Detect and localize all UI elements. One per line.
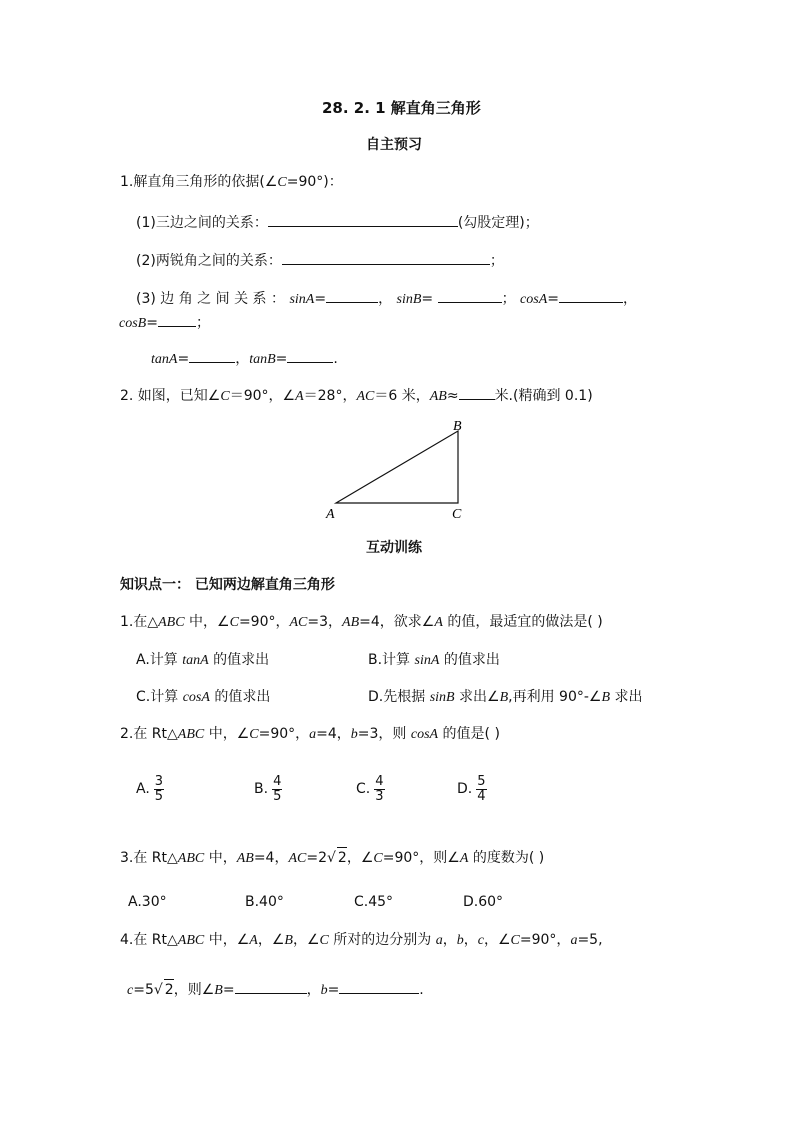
answer-blank[interactable] [282, 249, 490, 265]
practice-q2-option-a[interactable]: A. $\frac{3}{5}$ [136, 773, 164, 804]
section-heading-practice: 互动训练 [366, 540, 422, 556]
preview-q1-stem: 1.解直角三角形的依据(∠C=90°)： [120, 174, 343, 190]
section-heading-preview: 自主预习 [366, 137, 422, 153]
practice-q3-option-b[interactable]: B.40° [245, 894, 284, 910]
practice-q1-stem: 1.在△ABC 中，∠C=90°，AC=3，AB=4，欲求∠A 的值，最适宜的做法是( ) [120, 614, 603, 630]
knowledge-point-1: 知识点一： 已知两边解直角三角形 [120, 577, 335, 593]
answer-blank[interactable] [158, 311, 196, 327]
preview-q1-line1: (1)三边之间的关系： (勾股定理)； [136, 211, 539, 233]
vertex-label-c: C [452, 507, 462, 522]
practice-q3-option-c[interactable]: C.45° [354, 894, 394, 910]
fraction: $\frac{4}{5}$ [273, 773, 282, 804]
practice-q4-stem: 4.在 Rt△ABC 中，∠A，∠B，∠C 所对的边分别为 a，b，c，∠C=90°，a=5, [120, 932, 603, 948]
fraction: $\frac{5}{4}$ [477, 773, 486, 804]
preview-q1-line4: tanA= ，tanB= . [151, 347, 338, 370]
practice-q2-option-c[interactable]: C. $\frac{4}{3}$ [356, 773, 384, 804]
practice-q2-stem: 2.在 Rt△ABC 中，∠C=90°，a=4，b=3，则 cosA 的值是( ) [120, 726, 500, 742]
vertex-label-a: A [326, 507, 335, 522]
practice-q3-stem: 3.在 Rt△ABC 中，AB=4，AC=2√ 2，∠C=90°，则∠A 的度数为( ) [120, 847, 544, 869]
answer-blank[interactable] [326, 287, 378, 303]
practice-q3-option-a[interactable]: A.30° [128, 894, 167, 910]
practice-q2-option-b[interactable]: B. $\frac{4}{5}$ [254, 773, 282, 804]
preview-q1-line3-cont: cosB= ； [119, 311, 210, 334]
triangle-shape [336, 431, 458, 503]
answer-blank[interactable] [268, 211, 458, 227]
practice-q1-option-d[interactable]: D.先根据 sinB 求出∠B,再利用 90°-∠B 求出 [368, 689, 643, 705]
practice-q1-option-c[interactable]: C.计算 cosA 的值求出 [136, 689, 271, 705]
sqrt-symbol: √ [153, 982, 163, 998]
answer-blank[interactable] [438, 287, 502, 303]
practice-q3-option-d[interactable]: D.60° [463, 894, 504, 910]
answer-blank[interactable] [339, 978, 419, 994]
answer-blank[interactable] [559, 287, 623, 303]
answer-blank[interactable] [459, 384, 495, 400]
practice-q1-option-b[interactable]: B.计算 sinA 的值求出 [368, 652, 500, 668]
preview-q2-stem: 2. 如图，已知∠C＝90°，∠A＝28°，AC＝6 米，AB≈ 米.(精确到 0.1) [120, 384, 593, 407]
practice-q2-option-d[interactable]: D. $\frac{5}{4}$ [457, 773, 486, 804]
page-title: 28. 2. 1 解直角三角形 [322, 99, 481, 117]
practice-q1-option-a[interactable]: A.计算 tanA 的值求出 [136, 652, 270, 668]
answer-blank[interactable] [287, 347, 333, 363]
answer-blank[interactable] [235, 978, 307, 994]
vertex-label-b: B [453, 419, 462, 434]
preview-q1-line3: (3) 边 角 之 间 关 系 ： sinA= ， sinB= ； cosA= ， [136, 287, 637, 310]
fraction: $\frac{4}{3}$ [375, 773, 384, 804]
practice-q4-line2: c=5√ 2，则∠B= ，b= . [127, 978, 424, 1001]
preview-q1-line2: (2)两锐角之间的关系： ； [136, 249, 504, 271]
right-triangle-figure [320, 415, 480, 525]
fraction: $\frac{3}{5}$ [154, 773, 164, 804]
sqrt-symbol: √ [326, 850, 336, 866]
answer-blank[interactable] [189, 347, 235, 363]
